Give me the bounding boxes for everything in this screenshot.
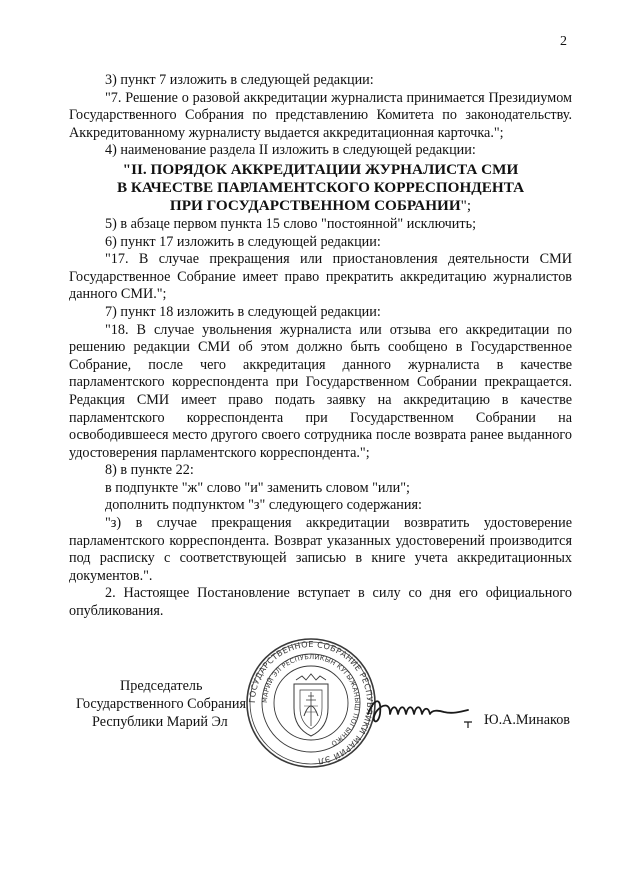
paragraph-item-5: 5) в абзаце первом пункта 15 слово "постоянной" исключить; [105, 215, 477, 232]
paragraph-item-7-text: "7. Решение о разовой аккредитации журналиста принимается Президиумом Государственного Собрания по представлению Комитета по законодательству. Аккредитованному журналисту выдается аккредитационная карточка."; [69, 89, 572, 141]
paragraph-subitem-z-text: "з) в случае прекращения аккредитации возвратить удостоверение парламентского корреспондента. Возврат указанных удостоверений производится под расписку с соответствующей записью в книге учета аккредитационных документов.". [69, 515, 572, 584]
paragraph-subitem-zh: в подпункте "ж" слово "и" заменить словом "или"; [105, 479, 410, 496]
paragraph-item-7: 7) пункт 18 изложить в следующей редакции: [105, 303, 381, 320]
coat-of-arms-icon [294, 674, 328, 736]
signer-title-line-3: Республики Марий Эл [92, 714, 228, 730]
section-heading-line-2: В КАЧЕСТВЕ ПАРЛАМЕНТСКОГО КОРРЕСПОНДЕНТА [116, 178, 525, 196]
page-number: 2 [560, 34, 567, 49]
document-body [69, 72, 572, 621]
paragraph-item-4: 4) наименование раздела II изложить в следующей редакции: [105, 142, 476, 159]
section-heading-line-3-text: ПРИ ГОСУДАРСТВЕННОМ СОБРАНИИ [169, 196, 461, 214]
section-heading-line-1: "II. ПОРЯДОК АККРЕДИТАЦИИ ЖУРНАЛИСТА СМИ [122, 160, 519, 178]
handwritten-signature-icon [360, 692, 480, 732]
paragraph-item-3: 3) пункт 7 изложить в следующей редакции: [105, 72, 374, 88]
section-heading-closing-quote: "; [460, 196, 472, 214]
paragraph-effective-date: 2. Настоящее Постановление вступает в силу со дня его официального опубликования. [69, 585, 572, 620]
seal-inner-text: МАРИЙ ЭЛ РЕСПУБЛИКЫН КУГЫЖАНЫШ ПОГЫНЖО [260, 652, 362, 748]
paragraph-add-subitem-z: дополнить подпунктом "з" следующего содержания: [105, 497, 422, 514]
signer-name: Ю.А.Минаков [484, 712, 570, 728]
paragraph-item-6: 6) пункт 17 изложить в следующей редакции: [105, 233, 381, 250]
section-heading [69, 161, 572, 215]
paragraph-item-17-text: "17. В случае прекращения или приостановления деятельности СМИ Государственное Собрание имеет право прекратить аккредитацию журналистов данного СМИ."; [69, 251, 572, 303]
paragraph-item-8: 8) в пункте 22: [105, 462, 194, 479]
signer-title-line-2: Государственного Собрания [76, 696, 246, 712]
signer-title-line-1: Председатель [120, 678, 203, 694]
official-seal-icon [244, 636, 378, 770]
paragraph-item-18-text: "18. В случае увольнения журналиста или отзыва его аккредитации по решению редакции СМИ об этом должно быть сообщено в Государственное Собрание, после чего аккредитация данного журналиста в качестве парламентского корреспондента при Государственном Собрании прекращается. Редакция СМИ имеет право подать заявку на аккредитацию в качестве парламентского корреспондента при Государственном Собрании на освободившееся место другого своего сотрудника после возврата ранее выданного удостоверения парламентского корреспондента."; [69, 321, 572, 461]
seal-outer-text: ГОСУДАРСТВЕННОЕ СОБРАНИЕ РЕСПУБЛИКИ МАРИЙ ЭЛ [246, 638, 376, 767]
section-heading-line-3 [69, 197, 572, 215]
